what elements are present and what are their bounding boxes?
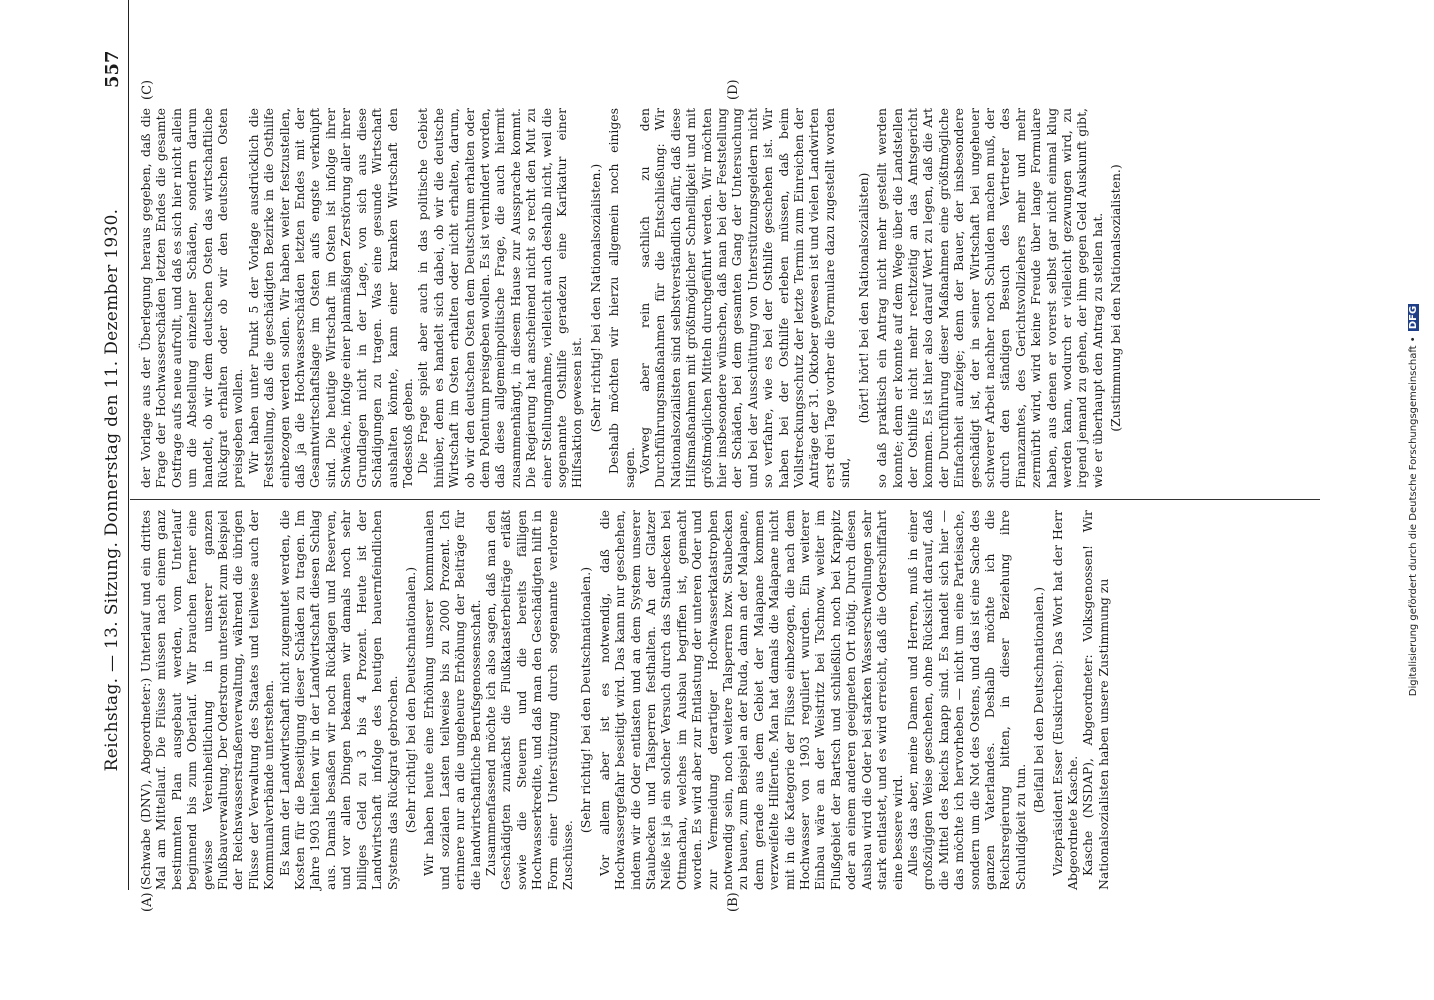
paragraph: der Vorlage aus der Überlegung heraus gegeben, daß die Frage der Hochwasserschäden letzten Endes die gesamte Ostfrage aufs neue aufrollt, und daß es sich hier nicht allein um die Abstellung einzelner Schäden, sondern darum handelt, ob wir dem deutschen Osten das wirtschaftliche Rückgrat erhalten oder ob wir den deutschen Osten preisgeben wollen. [138, 108, 246, 488]
paragraph: Es kann der Landwirtschaft nicht zugemutet werden, die Kosten für die Beseitigung dieser Schäden zu tragen. Im Jahre 1903 hielten wir in der Landwirtschaft diesen Schlag aus. Damals besaßen wir noch Rücklagen und Reserven, und vor allen Dingen bekamen wir damals noch sehr billiges Geld zu 3 bis 4 Prozent. Heute ist der Landwirtschaft infolge des heutigen bauernfeindlichen Systems das Rückgrat gebrochen. [276, 510, 400, 890]
speaker-paragraph: Vizepräsident Esser (Euskirchen): Das Wort hat der Herr Abgeordnete Kasche. [1049, 510, 1080, 890]
paragraph: Alles das aber, meine Damen und Herren, muß in einer großzügigen Weise geschehen, ohne Rücksicht darauf, daß die Mittel des Reichs knapp sind. Es handelt sich hier — das möchte ich hervorheben — nicht um eine Parteisache, sondern um die Not des Ostens, und das ist eine Sache des ganzen Vaterlandes. Deshalb möchte ich die Reichsregierung bitten, in dieser Beziehung ihre Schuldigkeit zu tun. [904, 510, 1028, 890]
left-column [138, 510, 1111, 890]
dfg-logo: DFG [1408, 305, 1419, 330]
page-header [102, 0, 126, 1000]
header-title: Reichstag. — 13. Sitzung. Donnerstag den 11. Dezember 1930. [102, 208, 122, 772]
digitization-credit [1408, 80, 1419, 920]
paragraph: Zusammenfassend möchte ich also sagen, daß man den Geschädigten zunächst die Flußkatasterbeiträge erläßt sowie die Steuern und die bereits fälligen Hochwasserkredite, und daß man den Geschädigten hilft in Form einer Unterstützung durch sogenannte verlorene Zuschüsse. [482, 510, 575, 890]
right-column [138, 108, 1127, 488]
interjection: (Sehr richtig! bei den Nationalsozialisten.) [587, 163, 603, 433]
paragraph: Vor allem aber ist es notwendig, daß die Hochwassergefahr beseitigt wird. Das kann nur geschehen, indem wir die Oder entlasten und an dem System unserer Staubecken und Talsperren festhalten. An der Glatzer Neiße ist ja ein solcher Versuch durch das Staubecken bei Ottmachau, welches im Ausbau begriffen ist, gemacht worden. Es wird aber zur Entlastung der unteren Oder und zur Vermeidung derartiger Hochwasserkatastrophen notwendig sein, noch weitere Talsperren bzw. Staubecken zu bauen, zum Beispiel an der Ruda, dann an der Malapane, denn gerade aus dem Gebiet der Malapane kommen verzweifelte Hilferufe. Man hat damals die Malapane nicht mit in die Kategorie der Flüsse einbezogen, die nach dem Hochwasser von 1903 reguliert wurden. Ein weiterer Einbau wäre an der Weistritz bei Tschnow, weiter im Flußgebiet der Bartsch und schließlich noch bei Krappitz oder an einem anderen geeigneten Ort nötig. Durch diesen Ausbau wird die Oder bei starken Wasserschwellungen sehr stark entlastet, und es wird erreicht, daß die Oderschiffahrt eine bessere wird. [596, 510, 905, 890]
credit-text: Digitalisierung gefördert durch die Deutsche Forschungsgemeinschaft • [1408, 336, 1419, 697]
interjection: (Sehr richtig! bei den Deutschnationalen.) [578, 566, 594, 834]
speaker-paragraph: Kasche (NSDAP), Abgeordneter: Volksgenossen! Wir Nationalsozialisten haben unsere Zustimmung zu [1080, 510, 1111, 890]
interjection: (Sehr richtig! bei den Deutschnationalen.) [402, 566, 418, 834]
column-divider [130, 499, 1320, 500]
page-number: 557 [102, 50, 123, 88]
interjection: (hört! hört! bei den Nationalsozialisten) [855, 172, 871, 424]
paragraph: Vorweg aber rein sachlich zu den Durchführungsmaßnahmen für die Entschließung: Wir Nationalsozialisten sind selbstverständlich dafür, daß diese Hilfsmaßnahmen mit größtmöglicher Schnelligkeit und mit größtmöglichen Mitteln durchgeführt werden. Wir möchten hier insbesondere wünschen, daß man bei der Feststellung der Schäden, bei dem gesamten Gang der Untersuchung und bei der Ausschüttung von Unterstützungsgeldern nicht so verfahre, wie es bei der Osthilfe geschehen ist. Wir haben bei der Osthilfe erleben müssen, daß beim Vollstreckungsschutz der letzte Termin zum Einreichen der Anträge der 31. Oktober gewesen ist und vielen Landwirten erst drei Tage vorher die Formulare dazu zugestellt worden sind, [637, 108, 853, 488]
interjection: (Beifall bei den Deutschnationalen.) [1031, 586, 1047, 814]
interjection: (Zustimmung bei den Nationalsozialisten.) [1108, 164, 1124, 432]
margin-letter-c: (C) [140, 79, 155, 100]
paragraph: (Schwabe (DNV), Abgeordneter:) Unterlauf und ein drittes Mal am Mittellauf. Die Flüsse müssen nach einem ganz bestimmten Plan ausgebaut werden, vom Unterlauf beginnend bis zum Oberlauf. Wir brauchen ferner eine gewisse Vereinheitlichung in unserer ganzen Flußbauverwaltung. Der Oderstrom untersteht zum Beispiel der Reichswasserstraßenverwaltung, während die übrigen Flüsse der Verwaltung des Staates und teilweise auch der Kommunalverbände unterstehen. [138, 510, 277, 890]
margin-letter-b: (B) [726, 892, 741, 912]
paragraph: Deshalb möchten wir hierzu allgemein noch einiges sagen. [606, 108, 637, 488]
paragraph: Die Frage spielt aber auch in das politische Gebiet hinüber, denn es handelt sich dabei, ob wir die deutsche Wirtschaft im Osten erhalten oder nicht erhalten, darum, ob wir den deutschen Osten dem Deutschtum erhalten oder dem Polentum preisgeben wollen. Es ist verhindert worden, daß diese allgemeinpolitische Frage, die auch hiermit zusammenhängt, in diesem Hause zur Aussprache kommt. Die Regierung hat anscheinend nicht so recht den Mut zu einer Stellungnahme, vielleicht auch deshalb nicht, weil die sogenannte Osthilfe geradezu eine Karikatur einer Hilfsaktion gewesen ist. [415, 108, 585, 488]
paragraph: so daß praktisch ein Antrag nicht mehr gestellt werden konnte; denn er konnte auf dem Wege über die Landstellen der Osthilfe nicht mehr rechtzeitig an das Amtsgericht kommen. Es ist hier also darauf Wert zu legen, daß die Art der Durchführung dieser Maßnahmen eine größtmögliche Einfachheit aufzeige; denn der Bauer, der insbesondere geschädigt ist, der in seiner Wirtschaft bei ungeheuer schwerer Arbeit nachher noch Schulden machen muß, der durch den ständigen Besuch des Vertreter des Finanzamtes, des Gerichtsvollziehers mehr und mehr zermürbt wird, wird keine Freude über lange Formulare haben, aus denen er vorerst selbst gar nicht einmal klug werden kann, wodurch er vielleicht gezwungen wird, zu irgend jemand zu gehen, der ihm gegen Geld Auskunft gibt, wie er überhaupt den Antrag zu stellen hat. [874, 108, 1105, 488]
paragraph: Wir haben unter Punkt 5 der Vorlage ausdrücklich die Feststellung, daß die geschädigten Bezirke in die Osthilfe einbezogen werden sollen. Wir haben weiter festzustellen, daß ja die Hochwasserschäden letzten Endes mit der Gesamtwirtschaftslage im Osten aufs engste verknüpft sind. Die heutige Wirtschaft im Osten ist infolge ihrer Schwäche, infolge einer planmäßigen Zerstörung aller ihrer Grundlagen nicht in der Lage, von sich aus diese Schädigungen zu tragen. Was eine gesunde Wirtschaft aushalten könnte, kann einer kranken Wirtschaft den Todesstoß geben. [245, 108, 415, 488]
margin-letter-d: (D) [726, 79, 741, 100]
header-rule [128, 0, 129, 890]
paragraph: Wir haben heute eine Erhöhung unserer kommunalen und sozialen Lasten teilweise bis zu 2000 Prozent. Ich erinnere nur an die ungeheure Erhöhung der Beiträge für die landwirtschaftliche Berufsgenossenschaft. [421, 510, 483, 890]
margin-letter-a: (A) [140, 892, 155, 912]
